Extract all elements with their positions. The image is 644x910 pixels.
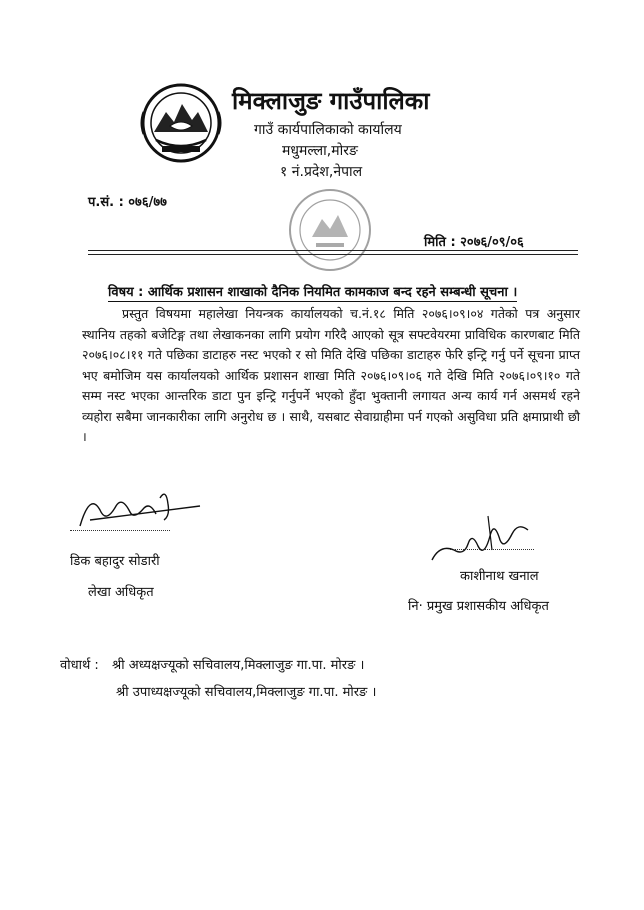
signature-line-right bbox=[450, 549, 534, 550]
cc-recipient-1: श्री अध्यक्षज्यूको सचिवालय,मिक्लाजुङ गा.पा. मोरङ । bbox=[112, 658, 365, 673]
signature-right-icon bbox=[428, 510, 538, 568]
office-location: मधुमल्ला,मोरङ bbox=[282, 143, 358, 159]
signatory-left-designation: लेखा अधिकृत bbox=[88, 585, 154, 600]
signatory-right-designation: नि· प्रमुख प्रशासकीय अधिकृत bbox=[408, 599, 549, 614]
subject-line: विषय : आर्थिक प्रशासन शाखाको दैनिक नियमित कामकाज बन्द रहने सम्बन्धी सूचना । bbox=[108, 282, 517, 302]
office-stamp-icon bbox=[282, 185, 378, 275]
letter-date: मिति : २०७६/०९/०६ bbox=[424, 235, 524, 250]
signatory-left-name: डिक बहादुर सोडारी bbox=[70, 554, 160, 569]
reference-number: प.सं. : ०७६/७७ bbox=[88, 195, 167, 210]
header-divider-bottom bbox=[88, 254, 578, 255]
cc-label: वोधार्थ : bbox=[60, 658, 99, 673]
signature-line-left bbox=[70, 530, 170, 531]
nepal-emblem-icon bbox=[140, 82, 222, 164]
notice-body: प्रस्तुत विषयमा महालेखा नियन्त्रक कार्यालयको च.नं.१८ मिति २०७६।०९।०४ गतेको पत्र अनुसार स्थानिय तहको बजेटिङ्ग तथा लेखाकनका लागि प्रयोग गरिदै आएको सूत्र सफ्टवेयरमा प्राविधिक कारणबाट मिति २०७६।०८।११ गते पछिका डाटाहरु नस्ट भएको र सो मिति देखि पछिका डाटाहरु फेरि इन्ट्रि गर्नु पर्ने सूचना प्राप्त भए बमोजिम यस कार्यालयको आर्थिक प्रशासन शाखा मिति २०७६।०९।०६ गते देखि मिति २०७६।०९।१० गते सम्म नस्ट भएका आन्तरिक डाटा पुन इन्ट्रि गर्नुपर्ने भएको हुँदा भुक्तानी लगायत अन्य कार्य गर्न असमर्थ रहने व्यहोरा सबैमा जानकारीका लागि अनुरोध छ । साथै, यसबाट सेवाग्राहीमा पर्न गएको असुविधा प्रति क्षमाप्राथी छौ । bbox=[82, 306, 580, 444]
cc-recipient-2: श्री उपाध्यक्षज्यूको सचिवालय,मिक्लाजुङ गा.पा. मोरङ । bbox=[116, 685, 377, 700]
office-province: १ नं.प्रदेश,नेपाल bbox=[280, 164, 363, 180]
org-name: मिक्लाजुङ गाउँपालिका bbox=[232, 87, 430, 115]
signatory-right-name: काशीनाथ खनाल bbox=[460, 569, 539, 584]
header-divider-top bbox=[88, 250, 578, 251]
office-name: गाउँ कार्यपालिकाको कार्यालय bbox=[254, 122, 402, 138]
